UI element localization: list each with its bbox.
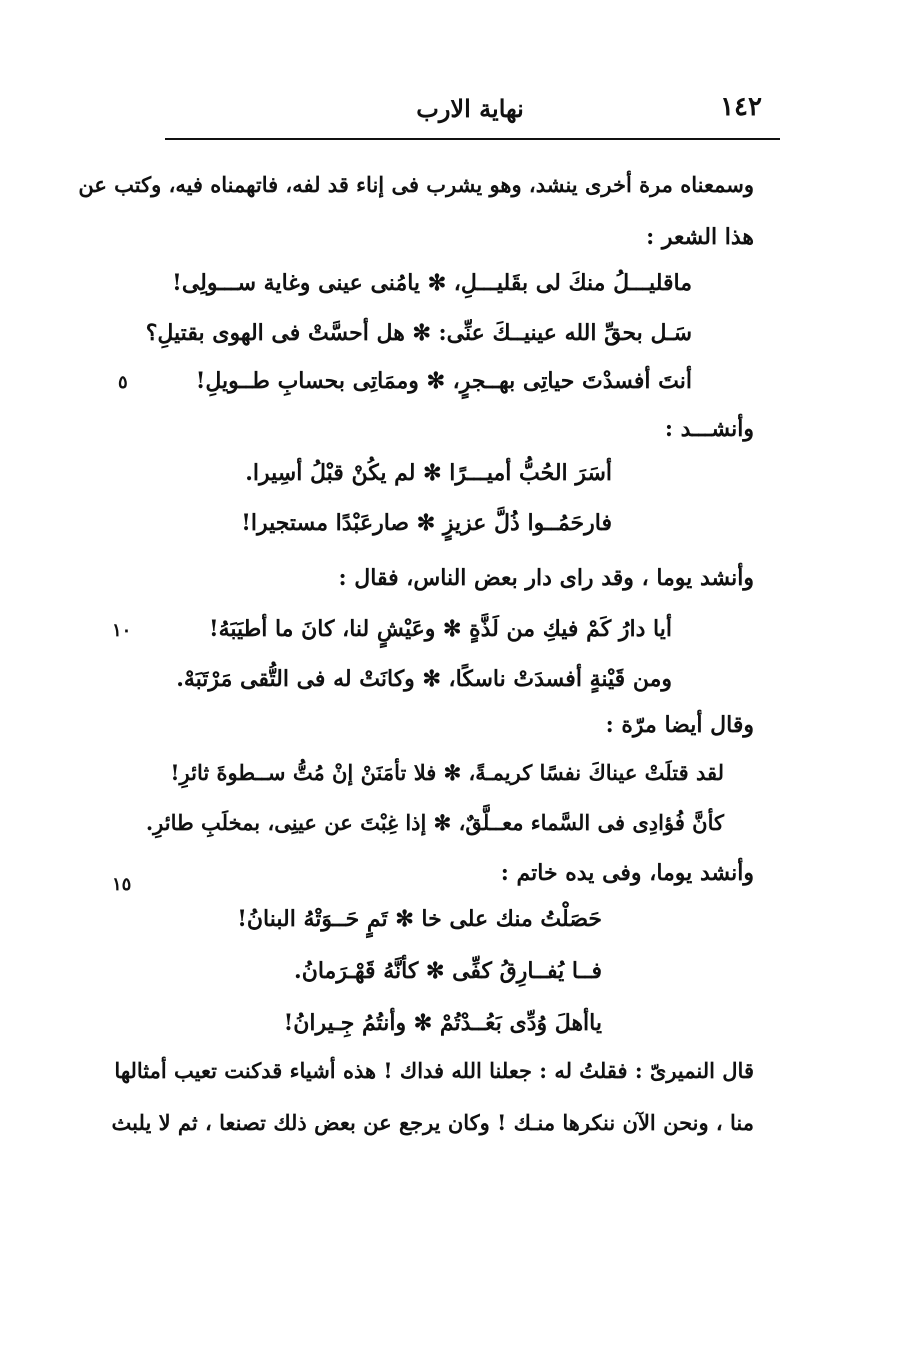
running-title: نهاية الارب	[416, 94, 524, 123]
margin-line-number: ٥	[118, 372, 128, 393]
prose-line: وأنشد يوما ، وقد راى دار بعض الناس، فقال :	[338, 565, 754, 591]
margin-line-number: ١٥	[112, 874, 132, 895]
prose-line: وسمعناه مرة أخرى ينشد، وهو يشرب فى إناء قد لفه، فاتهمناه فيه، وكتب عن	[78, 172, 754, 197]
margin-line-number: ١٠	[112, 620, 132, 641]
prose-line: منا ، ونحن الآن ننكرها منـك ! وكان يرجع عن بعض ذلك تصنعا ، ثم لا يلبث	[111, 1110, 754, 1135]
verse-line: ياأهلَ وُدِّى بَعُــدْتُمْ ✻ وأنتُمُ جِـيرانُ!	[283, 1010, 602, 1036]
verse-line: أسَرَ الحُبُّ أميـــرًا ✻ لم يكُنْ قبْلُ أسِيرا.	[245, 460, 612, 486]
prose-line: قال النميرىّ : فقلتُ له : جعلنا الله فداك ! هذه أشياء قدكنت تعيب أمثالها	[114, 1058, 754, 1083]
verse-line: فارحَمُــوا ذُلَّ عزيزٍ ✻ صارعَبْدًا مستجيرا!	[241, 510, 612, 536]
verse-line: فــا يُفــارِقُ كفِّى ✻ كأنَّهُ قَهْـرَمانُ.	[294, 958, 602, 984]
verse-line: أيا دارُ كَمْ فيكِ من لَذَّةٍ ✻ وعَيْشٍ لنا، كانَ ما أطيَبَهُ!	[208, 616, 672, 642]
prose-line: وأنشـــد :	[664, 416, 754, 442]
prose-line: وأنشد يوما، وفى يده خاتم :	[500, 860, 754, 886]
verse-line: أنتَ أفسدْتَ حياتِى بهــجرٍ، ✻ وممَاتِى بحسابِ طــويلِ!	[195, 368, 692, 394]
verse-line: ومن قَيْنةٍ أفسدَتْ ناسكًا، ✻ وكانَتْ له فى التُّقى مَرْتَبَهْ.	[176, 666, 672, 692]
prose-line: وقال أيضا مرّة :	[605, 712, 754, 738]
page-number: ١٤٢	[720, 92, 762, 122]
verse-line: سَـل بحقِّ الله عينيــكَ عنِّى: ✻ هل أحسَّتْ فى الهوى بقتيلِ؟	[145, 320, 692, 346]
verse-line: كأنَّ فُؤادِى فى السَّماء معــلَّقٌ، ✻ إذا غِبْتَ عن عينِى، بمخلَبِ طائرِ.	[145, 810, 724, 835]
verse-line: لقد قتلَتْ عيناكَ نفسًا كريمـةً، ✻ فلا تأمَنَنْ إنْ مُتُّ ســطوةَ ثائرِ!	[170, 760, 724, 785]
verse-line: حَصَلْتُ منك على خا ✻ تَمٍ حَــوَتْهُ البنانُ!	[237, 906, 602, 932]
verse-line: ماقليـــلُ منكَ لى بقَليـــلِ، ✻ يامُنى عينى وغاية ســـولِى!	[172, 270, 692, 296]
header-rule	[165, 138, 780, 140]
prose-line: هذا الشعر :	[646, 224, 754, 250]
page-header	[170, 92, 770, 132]
